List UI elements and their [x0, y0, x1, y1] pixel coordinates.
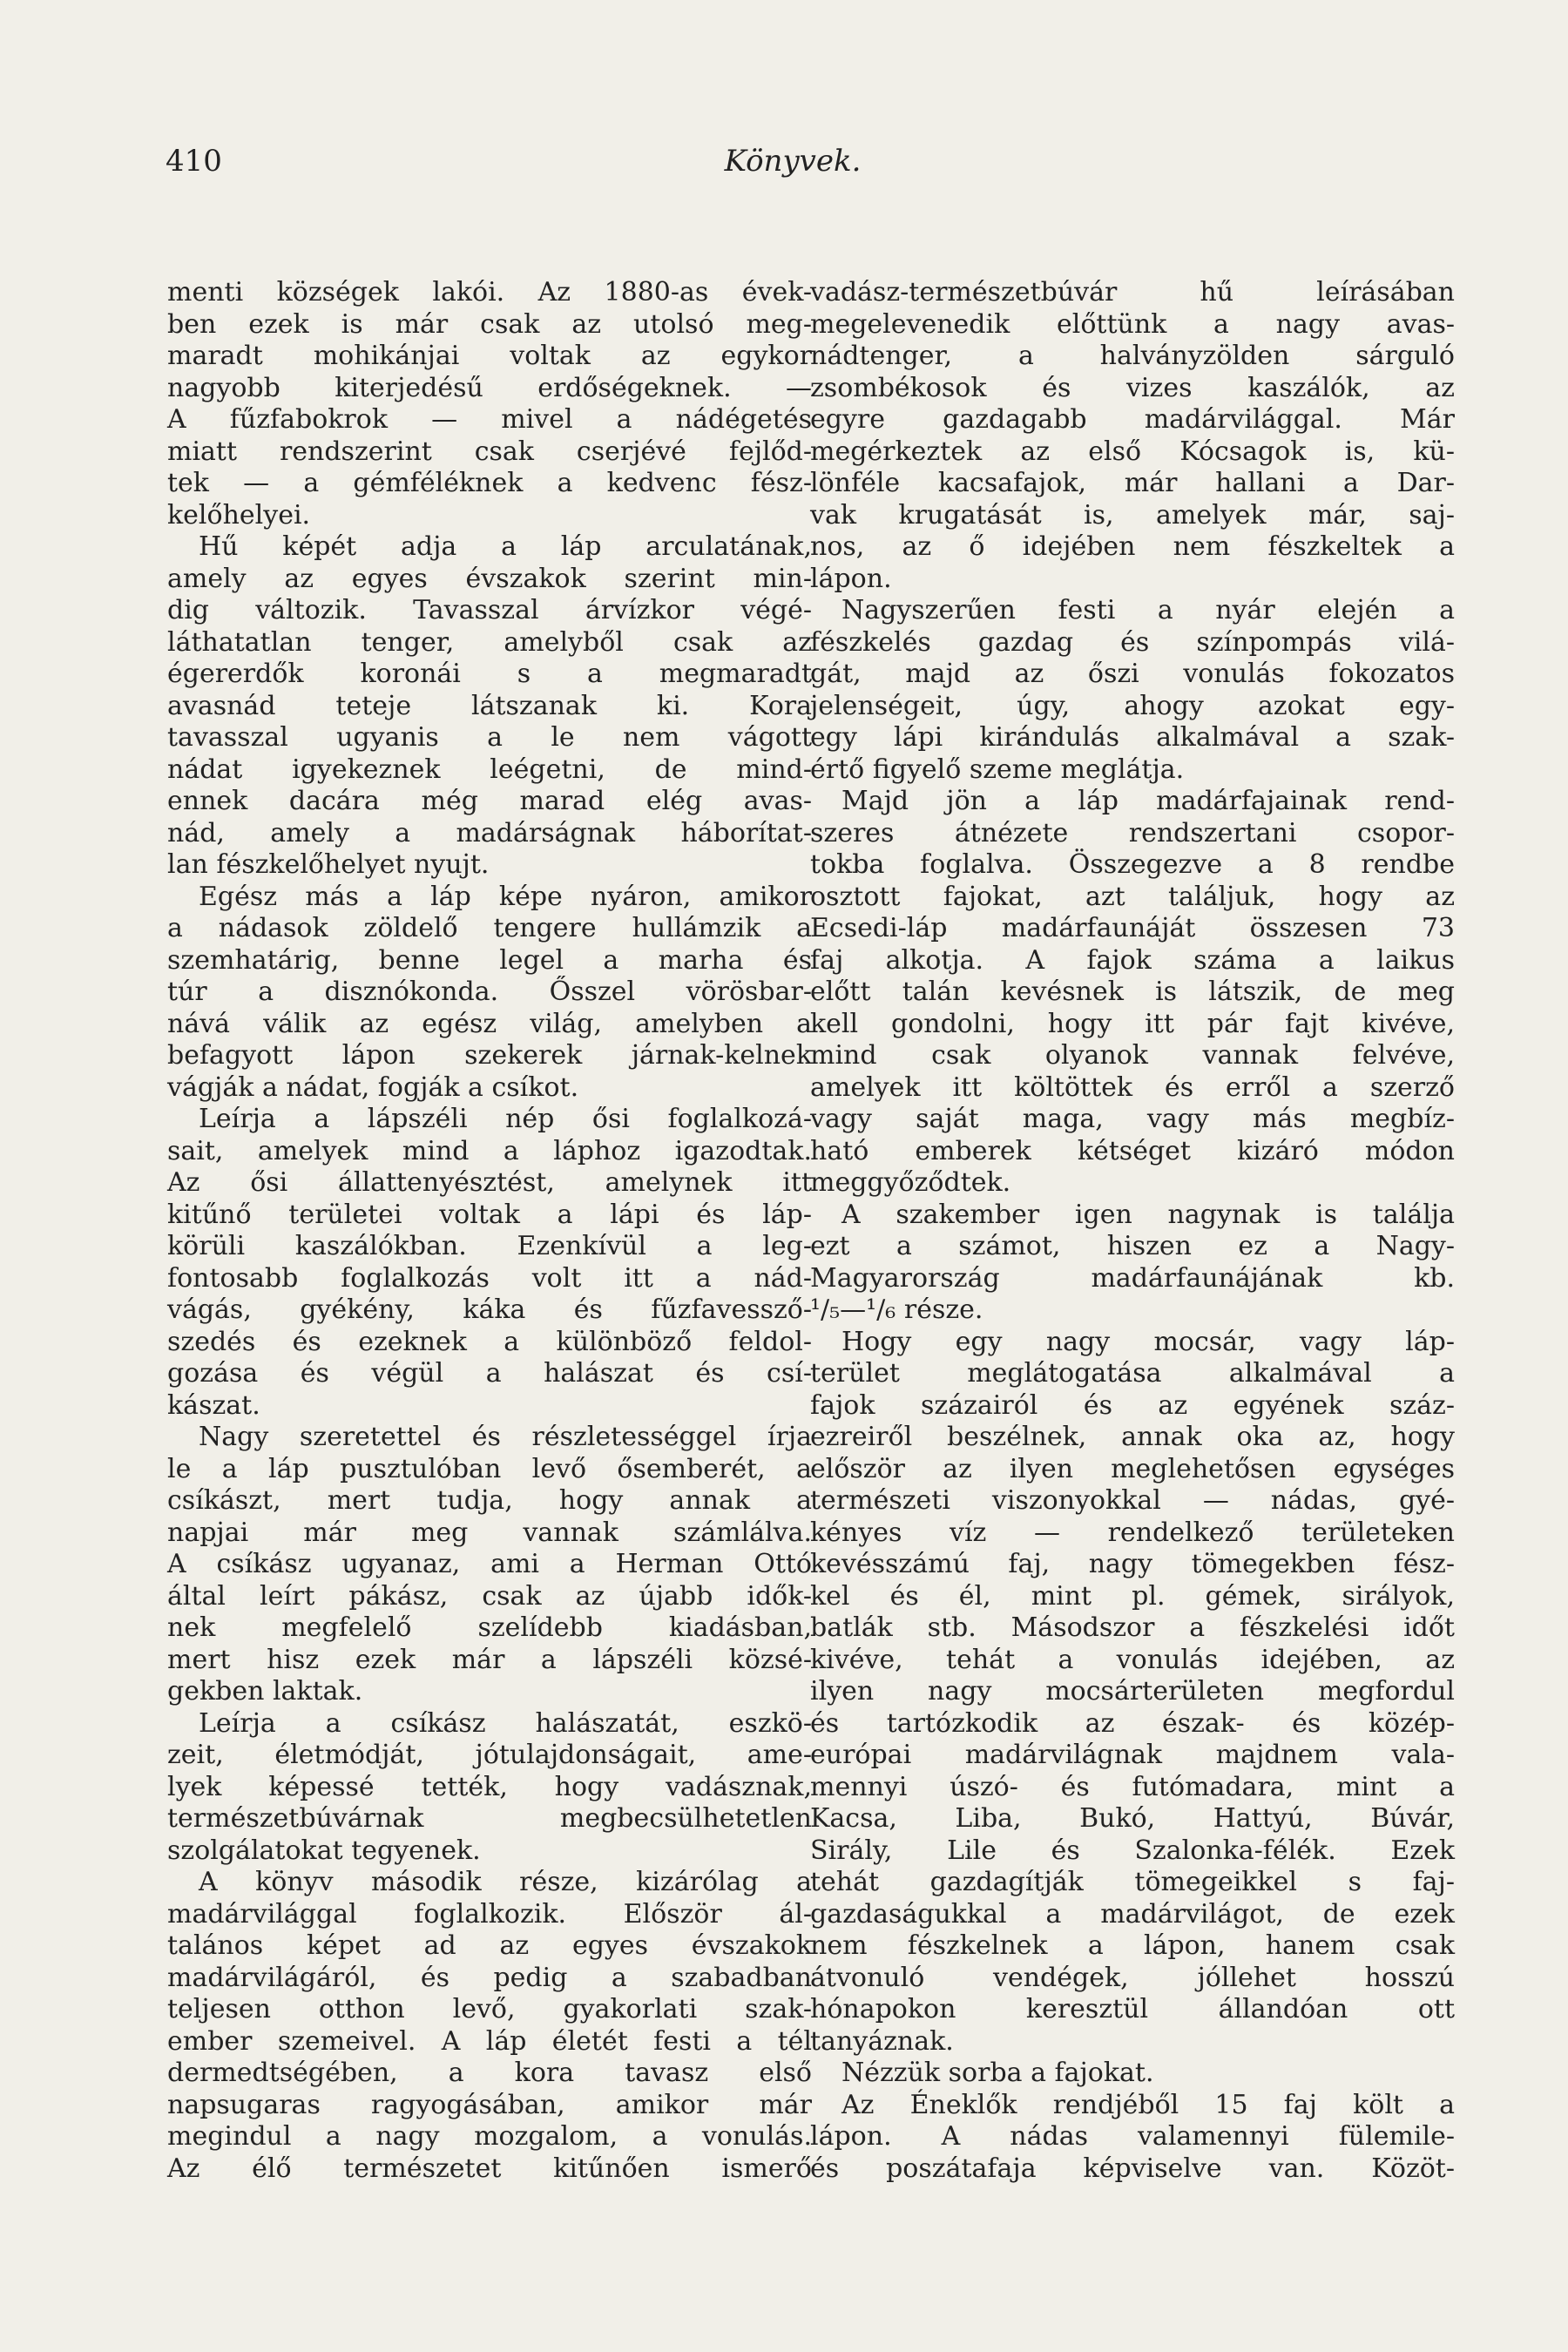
text-line: kényes víz — rendelkező területeken: [810, 1517, 1455, 1548]
text-line: ható emberek kétséget kizáró módon: [810, 1135, 1455, 1166]
text-line: előtt talán kevésnek is látszik, de meg: [810, 977, 1455, 1007]
text-line: szeres átnézete rendszertani csopor-: [810, 817, 1455, 848]
text-line: Az élő természetet kitűnően ismerő: [167, 2153, 812, 2184]
text-line: szedés és ezeknek a különböző feldol-: [167, 1326, 812, 1357]
text-line: avasnád teteje látszanak ki. Kora: [167, 690, 812, 721]
text-line: és tartózkodik az észak- és közép-: [810, 1707, 1455, 1739]
text-line: kitűnő területei voltak a lápi és láp-: [167, 1199, 812, 1230]
text-line: lan fészkelőhelyet nyujt.: [167, 849, 490, 880]
text-line: vadász-természetbúvár hű leírásában: [810, 277, 1455, 308]
text-line: természetbúvárnak megbecsülhetetlen: [167, 1803, 812, 1834]
text-line: mert hisz ezek már a lápszéli közsé-: [167, 1644, 812, 1675]
text-line: ilyen nagy mocsárterületen megfordul: [810, 1676, 1455, 1707]
page-header: [166, 144, 1420, 187]
text-line: terület meglátogatása alkalmával a: [810, 1358, 1455, 1389]
text-line: Nagy szeretettel és részletességgel írja: [199, 1422, 812, 1452]
text-line: teljesen otthon levő, gyakorlati szak-: [167, 1994, 812, 2024]
text-line: égererdők koronái s a megmaradt: [167, 659, 812, 689]
text-line: Magyarország madárfaunájának kb.: [810, 1262, 1455, 1294]
text-line: amely az egyes évszakok szerint min-: [167, 563, 812, 594]
text-line: Leírja a lápszéli nép ősi foglalkozá-: [199, 1104, 812, 1134]
text-line: fontosabb foglalkozás volt itt a nád-: [167, 1262, 812, 1294]
text-line: gekben laktak.: [167, 1676, 363, 1707]
text-line: csíkászt, mert tudja, hogy annak a: [167, 1485, 812, 1516]
page-number: 410: [166, 144, 222, 179]
text-line: kel és él, mint pl. gémek, sirályok,: [810, 1580, 1455, 1612]
text-line: Egész más a láp képe nyáron, amikor: [199, 881, 812, 912]
text-line: szolgálatokat tegyenek.: [167, 1835, 481, 1866]
text-line: lönféle kacsafajok, már hallani a Dar-: [810, 468, 1455, 498]
text-line: tanyáznak.: [810, 2025, 954, 2057]
text-line: batlák stb. Másodszor a fészkelési időt: [810, 1612, 1455, 1643]
text-line: A könyv második része, kizárólag a: [199, 1867, 812, 1897]
text-line: nádtenger, a halványzölden sárguló: [810, 341, 1455, 371]
text-line: Hogy egy nagy mocsár, vagy láp-: [841, 1326, 1455, 1357]
text-line: Hű képét adja a láp arculatának,: [199, 531, 812, 562]
text-line: dig változik. Tavasszal árvízkor végé-: [167, 595, 812, 625]
text-line: ¹/₅—¹/₆ része.: [810, 1294, 983, 1325]
text-line: napsugaras ragyogásában, amikor már: [167, 2089, 812, 2120]
text-line: A csíkász ugyanaz, ami a Herman Ottó: [167, 1549, 812, 1579]
text-line: gozása és végül a halászat és csí-: [167, 1358, 812, 1389]
text-line: nává válik az egész világ, amelyben a: [167, 1008, 812, 1039]
text-line: szemhatárig, benne legel a marha és: [167, 944, 812, 976]
text-line: Az ősi állattenyésztést, amelynek itt: [167, 1167, 812, 1198]
text-line: madárvilággal foglalkozik. Először ál-: [167, 1898, 812, 1930]
text-line: átvonuló vendégek, jóllehet hosszú: [810, 1962, 1455, 1993]
text-line: nek megfelelő szelídebb kiadásban,: [167, 1612, 812, 1643]
text-line: és poszátafaja képviselve van. Közöt-: [810, 2153, 1455, 2184]
text-line: nád, amely a madárságnak háborítat-: [167, 817, 812, 848]
text-line: madárvilágáról, és pedig a szabadban: [167, 1962, 812, 1993]
text-line: Nagyszerűen festi a nyár elején a: [841, 595, 1455, 625]
text-line: vagy saját maga, vagy más megbíz-: [810, 1104, 1455, 1134]
text-line: nos, az ő idejében nem fészkeltek a: [810, 531, 1455, 562]
text-line: európai madárvilágnak majdnem vala-: [810, 1740, 1455, 1770]
text-line: zeit, életmódját, jótulajdonságait, ame-: [167, 1740, 812, 1770]
text-line: kászat.: [167, 1389, 260, 1421]
text-line: Ecsedi-láp madárfaunáját összesen 73: [810, 913, 1455, 943]
text-line: kell gondolni, hogy itt pár fajt kivéve,: [810, 1008, 1455, 1039]
text-line: által leírt pákász, csak az újabb idők-: [167, 1580, 812, 1612]
text-line: osztott fajokat, azt találjuk, hogy az: [810, 881, 1455, 912]
text-line: értő figyelő szeme meglátja.: [810, 754, 1185, 785]
text-line: tavasszal ugyanis a le nem vágott: [167, 722, 812, 753]
text-line: nádat igyekeznek leégetni, de mind-: [167, 754, 812, 785]
text-line: ennek dacára még marad elég avas-: [167, 786, 812, 816]
text-line: természeti viszonyokkal — nádas, gyé-: [810, 1485, 1455, 1516]
text-line: egyre gazdagabb madárvilággal. Már: [810, 404, 1455, 435]
text-line: lápon.: [810, 563, 892, 594]
text-line: miatt rendszerint csak cserjévé fejlőd-: [167, 436, 812, 467]
text-line: körüli kaszálókban. Ezenkívül a leg-: [167, 1231, 812, 1261]
text-line: fészkelés gazdag és színpompás vilá-: [810, 626, 1455, 658]
right-text-column: [810, 277, 1455, 2185]
text-line: vágás, gyékény, káka és fűzfavessző-: [167, 1294, 812, 1325]
text-line: ben ezek is már csak az utolsó meg-: [167, 308, 812, 340]
text-line: tehát gazdagítják tömegeikkel s faj-: [810, 1867, 1455, 1897]
text-line: kevésszámú faj, nagy tömegekben fész-: [810, 1549, 1455, 1579]
text-line: a nádasok zöldelő tengere hullámzik a: [167, 913, 812, 943]
text-line: zsombékosok és vizes kaszálók, az: [810, 372, 1455, 403]
text-line: fajok százairól és az egyének száz-: [810, 1389, 1455, 1421]
text-line: lápon. A nádas valamennyi fülemile-: [810, 2121, 1455, 2152]
text-line: láthatatlan tenger, amelyből csak az: [167, 626, 812, 658]
text-line: A szakember igen nagynak is találja: [841, 1199, 1455, 1230]
text-line: le a láp pusztulóban levő ősemberét, a: [167, 1453, 812, 1484]
text-line: Leírja a csíkász halászatát, eszkö-: [199, 1707, 812, 1739]
text-line: hónapokon keresztül állandóan ott: [810, 1994, 1455, 2024]
text-line: nagyobb kiterjedésű erdőségeknek. —: [167, 372, 812, 403]
text-line: ezt a számot, hiszen ez a Nagy-: [810, 1231, 1455, 1261]
text-line: ember szemeivel. A láp életét festi a tél: [167, 2025, 812, 2057]
text-line: megindul a nagy mozgalom, a vonulás.: [167, 2121, 812, 2152]
text-line: faj alkotja. A fajok száma a laikus: [810, 944, 1455, 976]
text-line: Az Éneklők rendjéből 15 faj költ a: [841, 2089, 1455, 2120]
text-line: meggyőződtek.: [810, 1167, 1011, 1198]
text-line: Sirály, Lile és Szalonka-félék. Ezek: [810, 1835, 1455, 1866]
text-line: sait, amelyek mind a láphoz igazodtak.: [167, 1135, 812, 1166]
text-line: megérkeztek az első Kócsagok is, kü-: [810, 436, 1455, 467]
text-line: befagyott lápon szekerek járnak-kelnek: [167, 1040, 812, 1071]
text-line: vak krugatását is, amelyek már, saj-: [810, 499, 1455, 531]
text-line: vágják a nádat, fogják a csíkot.: [167, 1071, 579, 1103]
text-line: nem fészkelnek a lápon, hanem csak: [810, 1930, 1455, 1961]
text-line: mennyi úszó- és futómadara, mint a: [810, 1771, 1455, 1802]
text-line: jelenségeit, úgy, ahogy azokat egy-: [810, 690, 1455, 721]
text-line: kelőhelyei.: [167, 499, 311, 531]
text-line: amelyek itt költöttek és erről a szerző: [810, 1071, 1455, 1103]
text-line: A fűzfabokrok — mivel a nádégetés: [167, 404, 812, 435]
text-line: Nézzük sorba a fajokat.: [841, 2058, 1154, 2088]
text-line: tokba foglalva. Összegezve a 8 rendbe: [810, 849, 1455, 880]
text-line: napjai már meg vannak számlálva.: [167, 1517, 812, 1548]
text-line: gazdaságukkal a madárvilágot, de ezek: [810, 1898, 1455, 1930]
text-line: túr a disznókonda. Ősszel vörösbar-: [167, 977, 812, 1007]
text-line: dermedtségében, a kora tavasz első: [167, 2058, 812, 2088]
text-line: megelevenedik előttünk a nagy avas-: [810, 308, 1455, 340]
text-line: lyek képessé tették, hogy vadásznak,: [167, 1771, 812, 1802]
running-title: Könyvek.: [724, 144, 862, 179]
text-line: menti községek lakói. Az 1880-as évek-: [167, 277, 812, 308]
text-line: talános képet ad az egyes évszakok: [167, 1930, 812, 1961]
text-line: Majd jön a láp madárfajainak rend-: [841, 786, 1455, 816]
text-line: egy lápi kirándulás alkalmával a szak-: [810, 722, 1455, 753]
text-line: Kacsa, Liba, Bukó, Hattyú, Búvár,: [810, 1803, 1455, 1834]
text-line: ezreiről beszélnek, annak oka az, hogy: [810, 1422, 1455, 1452]
text-line: tek — a gémféléknek a kedvenc fész-: [167, 468, 812, 498]
text-line: maradt mohikánjai voltak az egykor: [167, 341, 812, 371]
text-line: kivéve, tehát a vonulás idejében, az: [810, 1644, 1455, 1675]
text-line: először az ilyen meglehetősen egységes: [810, 1453, 1455, 1484]
text-line: mind csak olyanok vannak felvéve,: [810, 1040, 1455, 1071]
left-text-column: [167, 277, 812, 2185]
text-line: gát, majd az őszi vonulás fokozatos: [810, 659, 1455, 689]
